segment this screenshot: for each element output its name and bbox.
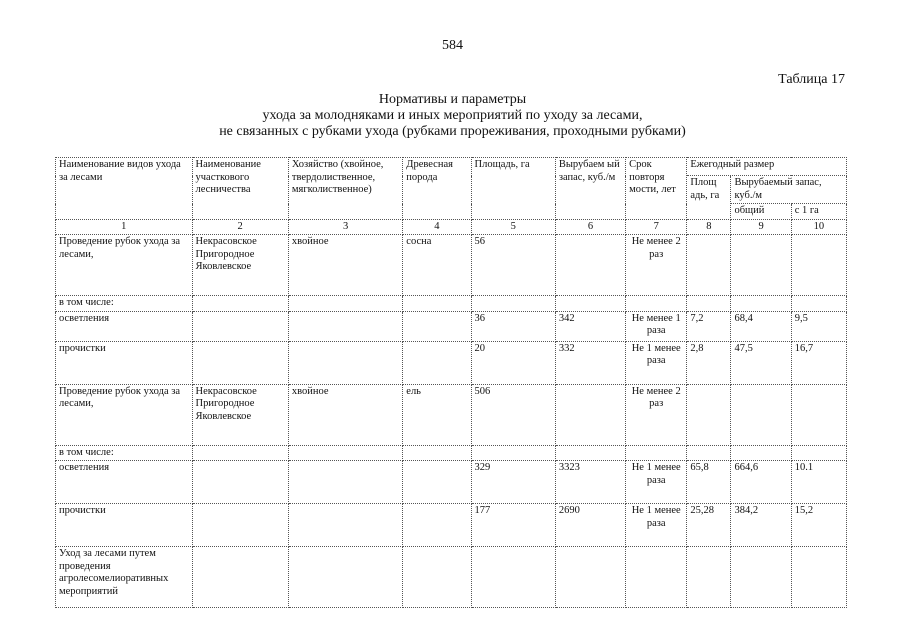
table-cell-c7: Не 1 менее раза xyxy=(626,504,687,547)
table-cell-c1: Уход за лесами путем проведения агролесомелиоративных мероприятий xyxy=(56,547,193,608)
table-cell-c5: 177 xyxy=(471,504,555,547)
table-cell-c8: 65,8 xyxy=(687,461,731,504)
table-cell-c1: Проведение рубок ухода за лесами, xyxy=(56,384,193,445)
table-cell-c3 xyxy=(288,445,402,461)
table-cell-c2: Некрасовское Пригородное Яковлевское xyxy=(192,384,288,445)
table-cell-c7: Не менее 2 раз xyxy=(626,235,687,296)
header-cell: с 1 га xyxy=(791,204,846,220)
table-cell-c10 xyxy=(791,445,846,461)
table-cell-c1: прочистки xyxy=(56,504,193,547)
table-cell-c6: 342 xyxy=(555,311,625,341)
header-cell: Площ адь, га xyxy=(687,176,731,220)
table-cell-c1: осветления xyxy=(56,461,193,504)
table-cell-c1: осветления xyxy=(56,311,193,341)
table-cell-c5: 329 xyxy=(471,461,555,504)
table-cell-c4 xyxy=(403,311,471,341)
table-cell-c9: 384,2 xyxy=(731,504,791,547)
table-cell-c6 xyxy=(555,547,625,608)
table-row xyxy=(56,341,847,384)
column-number: 3 xyxy=(288,219,402,235)
table-cell-c2 xyxy=(192,311,288,341)
table-cell-c5: 506 xyxy=(471,384,555,445)
column-number: 7 xyxy=(626,219,687,235)
table-cell-c2 xyxy=(192,461,288,504)
table-cell-c6 xyxy=(555,296,625,312)
table-row xyxy=(56,504,847,547)
table-cell-c9 xyxy=(731,296,791,312)
table-cell-c5 xyxy=(471,296,555,312)
table-row xyxy=(56,296,847,312)
table-cell-c7 xyxy=(626,547,687,608)
table-cell-c9 xyxy=(731,235,791,296)
table-cell-c3 xyxy=(288,461,402,504)
header-cell: Вырубаем ый запас, куб./м xyxy=(555,158,625,220)
table-cell-c4 xyxy=(403,296,471,312)
table-cell-c8 xyxy=(687,445,731,461)
header-cell: Наименование видов ухода за лесами xyxy=(56,158,193,220)
table-cell-c3: хвойное xyxy=(288,384,402,445)
table-cell-c6: 2690 xyxy=(555,504,625,547)
title-line: Нормативы и параметры xyxy=(378,92,527,107)
table-cell-c6 xyxy=(555,445,625,461)
header-cell: Площадь, га xyxy=(471,158,555,220)
norms-table xyxy=(55,157,847,608)
table-row xyxy=(56,311,847,341)
table-cell-c10: 9,5 xyxy=(791,311,846,341)
column-number: 5 xyxy=(471,219,555,235)
table-cell-c7: Не 1 менее раза xyxy=(626,461,687,504)
header-cell: Вырубаемый запас, куб./м xyxy=(731,176,847,204)
column-number: 8 xyxy=(687,219,731,235)
table-cell-c10 xyxy=(791,547,846,608)
table-cell-c7: Не менее 2 раз xyxy=(626,384,687,445)
table-row xyxy=(56,235,847,296)
table-cell-c1: в том числе: xyxy=(56,296,193,312)
table-cell-c5: 36 xyxy=(471,311,555,341)
table-cell-c10: 16,7 xyxy=(791,341,846,384)
table-cell-c10: 15,2 xyxy=(791,504,846,547)
header-row xyxy=(56,158,847,176)
table-cell-c10 xyxy=(791,296,846,312)
table-cell-c6 xyxy=(555,235,625,296)
table-cell-c1: прочистки xyxy=(56,341,193,384)
table-cell-c7 xyxy=(626,445,687,461)
title-line: ухода за молодняками и иных мероприятий по уходу за лесами, xyxy=(262,108,643,123)
table-row xyxy=(56,445,847,461)
table-cell-c4: ель xyxy=(403,384,471,445)
table-cell-c8: 25,28 xyxy=(687,504,731,547)
table-cell-c2 xyxy=(192,445,288,461)
table-cell-c3 xyxy=(288,296,402,312)
table-cell-c4: сосна xyxy=(403,235,471,296)
table-cell-c2 xyxy=(192,341,288,384)
header-cell: Ежегодный размер xyxy=(687,158,847,176)
table-label: Таблица 17 xyxy=(778,72,845,87)
table-cell-c3 xyxy=(288,311,402,341)
header-cell: Древесная порода xyxy=(403,158,471,220)
table-cell-c7 xyxy=(626,296,687,312)
table-cell-c5: 56 xyxy=(471,235,555,296)
table-cell-c8 xyxy=(687,547,731,608)
table-cell-c7: Не менее 1 раза xyxy=(626,311,687,341)
column-number: 1 xyxy=(56,219,193,235)
table-cell-c3 xyxy=(288,547,402,608)
column-number: 2 xyxy=(192,219,288,235)
table-cell-c3 xyxy=(288,341,402,384)
page-number: 584 xyxy=(442,38,463,53)
header-cell: Наименование участкового лесничества xyxy=(192,158,288,220)
table-row xyxy=(56,547,847,608)
table-cell-c9 xyxy=(731,384,791,445)
table-cell-c9: 68,4 xyxy=(731,311,791,341)
table-cell-c1: Проведение рубок ухода за лесами, xyxy=(56,235,193,296)
table-cell-c2 xyxy=(192,547,288,608)
column-number: 10 xyxy=(791,219,846,235)
table-cell-c1: в том числе: xyxy=(56,445,193,461)
table-cell-c10 xyxy=(791,235,846,296)
table-row xyxy=(56,461,847,504)
table-cell-c6 xyxy=(555,384,625,445)
table-cell-c6: 3323 xyxy=(555,461,625,504)
table-cell-c8: 7,2 xyxy=(687,311,731,341)
table-cell-c8 xyxy=(687,235,731,296)
title-line: не связанных с рубками ухода (рубками прореживания, проходными рубками) xyxy=(219,124,686,139)
table-cell-c4 xyxy=(403,547,471,608)
table-cell-c9 xyxy=(731,547,791,608)
table-cell-c4 xyxy=(403,341,471,384)
table-cell-c6: 332 xyxy=(555,341,625,384)
table-cell-c2: Некрасовское Пригородное Яковлевское xyxy=(192,235,288,296)
table-cell-c2 xyxy=(192,296,288,312)
column-number: 6 xyxy=(555,219,625,235)
table-cell-c8 xyxy=(687,384,731,445)
table-cell-c10: 10.1 xyxy=(791,461,846,504)
table-cell-c2 xyxy=(192,504,288,547)
table-cell-c5 xyxy=(471,445,555,461)
table-cell-c9: 47,5 xyxy=(731,341,791,384)
table-cell-c8 xyxy=(687,296,731,312)
table-cell-c4 xyxy=(403,461,471,504)
header-cell: общий xyxy=(731,204,791,220)
table-cell-c7: Не 1 менее раза xyxy=(626,341,687,384)
table-cell-c3: хвойное xyxy=(288,235,402,296)
table-row xyxy=(56,384,847,445)
table-cell-c8: 2,8 xyxy=(687,341,731,384)
table-cell-c5: 20 xyxy=(471,341,555,384)
table-title xyxy=(0,92,905,140)
column-number-row xyxy=(56,219,847,235)
table-cell-c4 xyxy=(403,504,471,547)
header-cell: Хозяйство (хвойное, твердолиственное, мягколиственное) xyxy=(288,158,402,220)
table-cell-c3 xyxy=(288,504,402,547)
column-number: 9 xyxy=(731,219,791,235)
table-cell-c9: 664,6 xyxy=(731,461,791,504)
table-cell-c4 xyxy=(403,445,471,461)
table-cell-c9 xyxy=(731,445,791,461)
table-cell-c5 xyxy=(471,547,555,608)
header-cell: Срок повторя мости, лет xyxy=(626,158,687,220)
table-cell-c10 xyxy=(791,384,846,445)
column-number: 4 xyxy=(403,219,471,235)
